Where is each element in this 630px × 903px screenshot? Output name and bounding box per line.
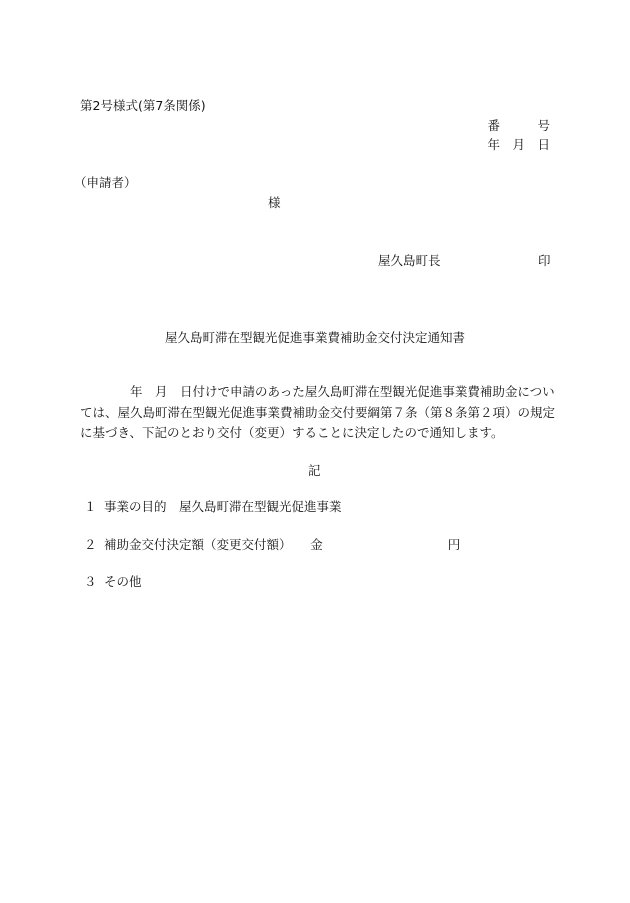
seal-mark: 印 [538, 253, 551, 268]
document-number-label: 番 号 [487, 118, 550, 133]
addressee-honorific: 様 [268, 195, 281, 210]
item-number-2: ２ [84, 537, 97, 552]
body-line-3: に基づき、下記のとおり交付（変更）することに決定したので通知します。 [80, 425, 504, 440]
issue-date-label: 年 月 日 [487, 137, 550, 152]
item-number-1: １ [84, 499, 97, 514]
form-label: 第2号様式(第7条関係) [80, 98, 206, 113]
item-other: その他 [104, 574, 142, 589]
item-purpose: 事業の目的 屋久島町滞在型観光促進事業 [104, 499, 342, 514]
body-line-2: ては、屋久島町滞在型観光促進事業費補助金交付要綱第７条（第８条第２項）の規定 [80, 405, 556, 420]
document-title: 屋久島町滞在型観光促進事業費補助金交付決定通知書 [164, 330, 465, 345]
item-number-3: ３ [84, 574, 97, 589]
sender-name: 屋久島町長 [378, 253, 441, 268]
item-amount: 補助金交付決定額（変更交付額） 金 円 [104, 537, 461, 552]
body-line-1: 年 月 日付けで申請のあった屋久島町滞在型観光促進事業費補助金につい [80, 384, 555, 399]
ki-heading: 記 [308, 463, 321, 478]
applicant-label: （申請者） [74, 175, 137, 190]
